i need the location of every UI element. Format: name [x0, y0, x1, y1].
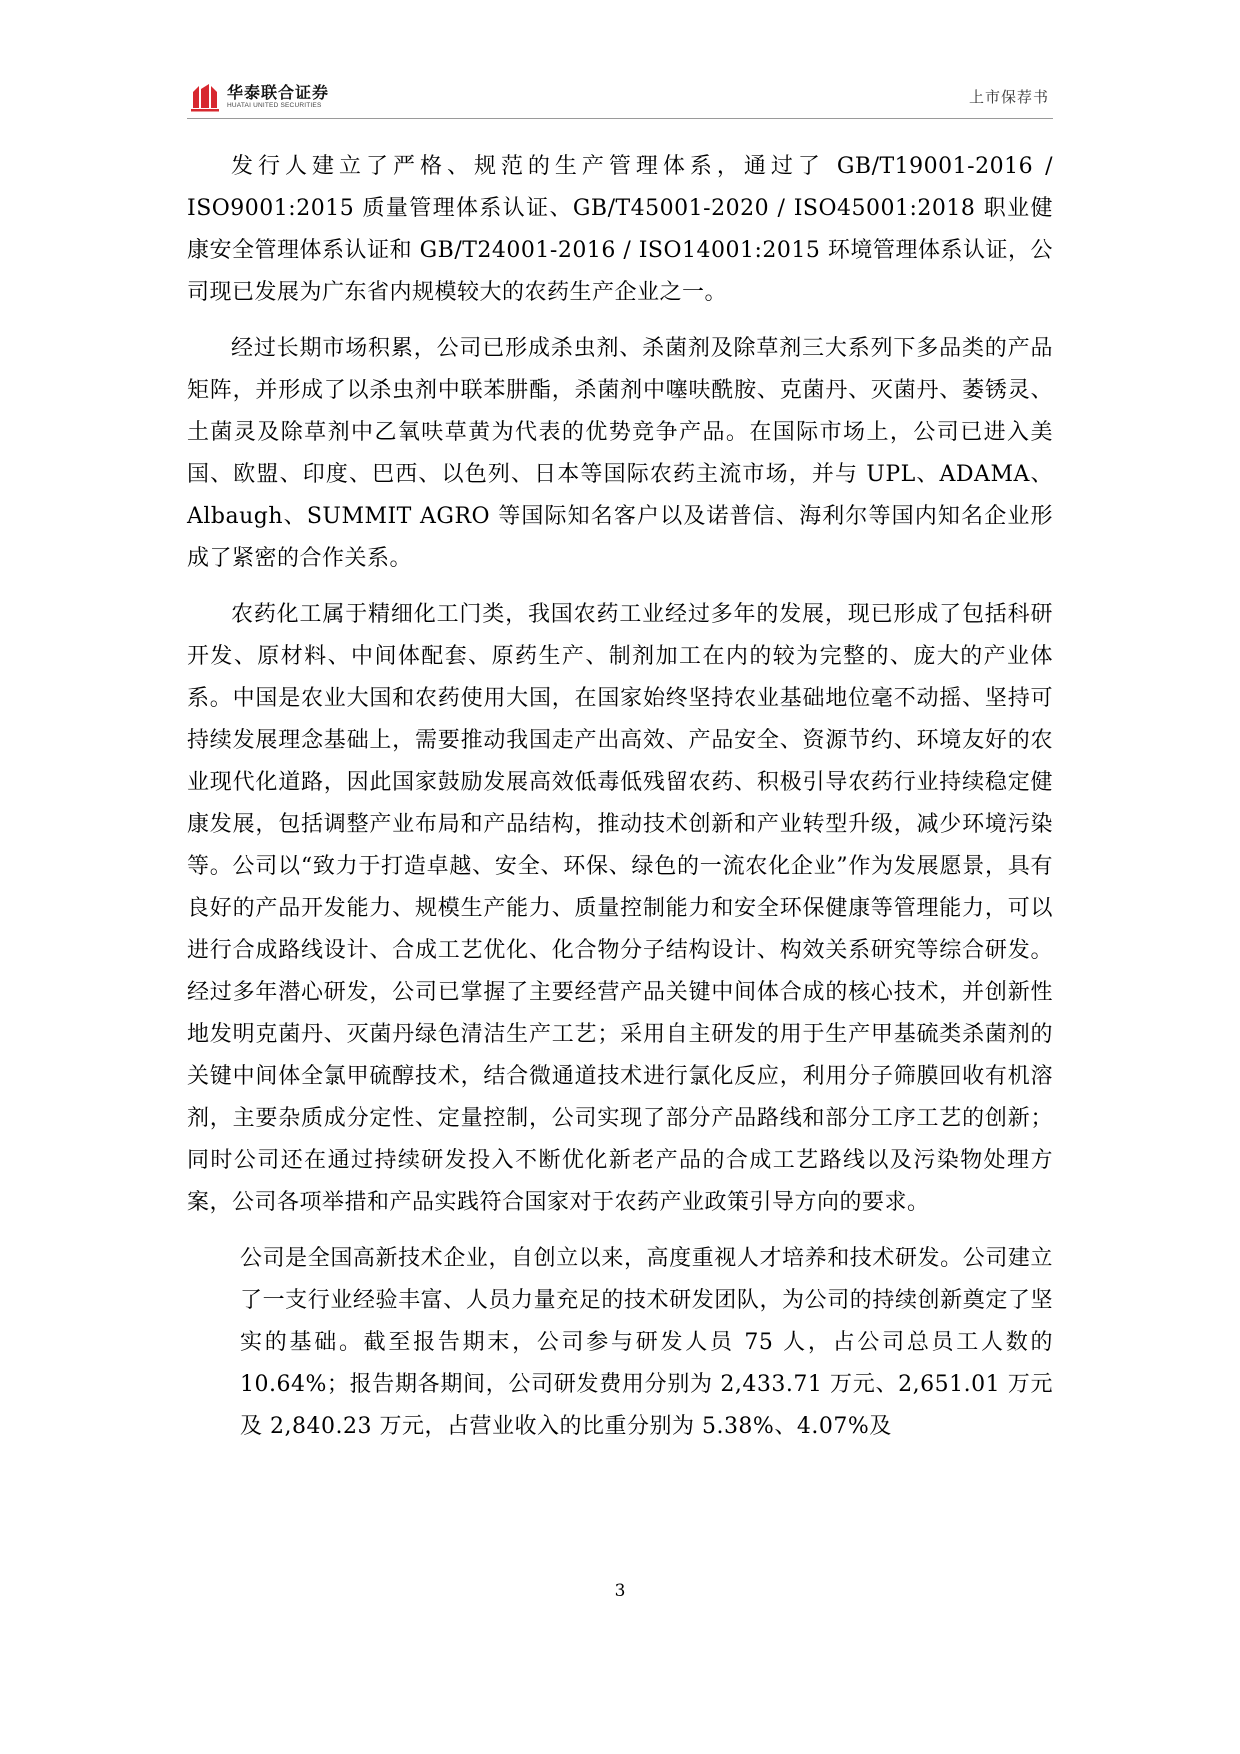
company-logo [187, 80, 329, 114]
page-number: 3 [614, 1581, 626, 1601]
logo-english-name: HUATAI UNITED SECURITIES [227, 102, 322, 109]
paragraph-industry-rd: 农药化工属于精细化工门类，我国农药工业经过多年的发展，现已形成了包括科研开发、原材料、中间体配套、原药生产、制剂加工在内的较为完整的、庞大的产业体系。中国是农业大国和农药使用大国，在国家始终坚持农业基础地位毫不动摇、坚持可持续发展理念基础上，需要推动我国走产出高效、产品安全、资源节约、环境友好的农业现代化道路，因此国家鼓励发展高效低毒低残留农药、积极引导农药行业持续稳定健康发展，包括调整产业布局和产品结构，推动技术创新和产业转型升级，减少环境污染等。公司以“致力于打造卓越、安全、环保、绿色的一流农化企业”作为发展愿景，具有良好的产品开发能力、规模生产能力、质量控制能力和安全环保健康等管理能力，可以进行合成路线设计、合成工艺优化、化合物分子结构设计、构效关系研究等综合研发。经过多年潜心研发，公司已掌握了主要经营产品关键中间体合成的核心技术，并创新性地发明克菌丹、灭菌丹绿色清洁生产工艺；采用自主研发的用于生产甲基硫类杀菌剂的关键中间体全氯甲硫醇技术，结合微通道技术进行氯化反应，利用分子筛膜回收有机溶剂，主要杂质成分定性、定量控制，公司实现了部分产品路线和部分工序工艺的创新；同时公司还在通过持续研发投入不断优化新老产品的合成工艺路线以及污染物处理方案，公司各项举措和产品实践符合国家对于农药产业政策引导方向的要求。 [187, 602, 1053, 1215]
document-title: 上市保荐书 [968, 88, 1049, 106]
header-divider [187, 118, 1053, 119]
paragraph-certifications: 发行人建立了严格、规范的生产管理体系，通过了 GB/T19001-2016 / ISO9001:2015 质量管理体系认证、GB/T45001-2020 / ISO45001:2018 职业健康安全管理体系认证和 GB/T24001-2016 / ISO14001:2015 环境管理体系认证，公司现已发展为广东省内规模较大的农药生产企业之一。 [187, 154, 1053, 305]
paragraph-rd-investment: 公司是全国高新技术企业，自创立以来，高度重视人才培养和技术研发。公司建立了一支行业经验丰富、人员力量充足的技术研发团队，为公司的持续创新奠定了坚实的基础。截至报告期末，公司参与研发人员 75 人，占公司总员工人数的 10.64%；报告期各期间，公司研发费用分别为 2,433.71 万元、2,651.01 万元及 2,840.23 万元，占营业收入的比重分别为 5.38%、4.07%及 [240, 1246, 1053, 1439]
logo-text [227, 84, 329, 110]
paragraph-products-markets: 经过长期市场积累，公司已形成杀虫剂、杀菌剂及除草剂三大系列下多品类的产品矩阵，并形成了以杀虫剂中联苯肼酯，杀菌剂中噻呋酰胺、克菌丹、灭菌丹、萎锈灵、土菌灵及除草剂中乙氧呋草黄为代表的优势竞争产品。在国际市场上，公司已进入美国、欧盟、印度、巴西、以色列、日本等国际农药主流市场，并与 UPL、ADAMA、Albaugh、SUMMIT AGRO 等国际知名客户以及诺普信、海利尔等国内知名企业形成了紧密的合作关系。 [187, 336, 1053, 571]
document-body [187, 146, 1053, 1462]
logo-chinese-name: 华泰联合证券 [227, 83, 330, 102]
page-header [187, 78, 1053, 118]
huatai-logo-icon [187, 80, 223, 114]
